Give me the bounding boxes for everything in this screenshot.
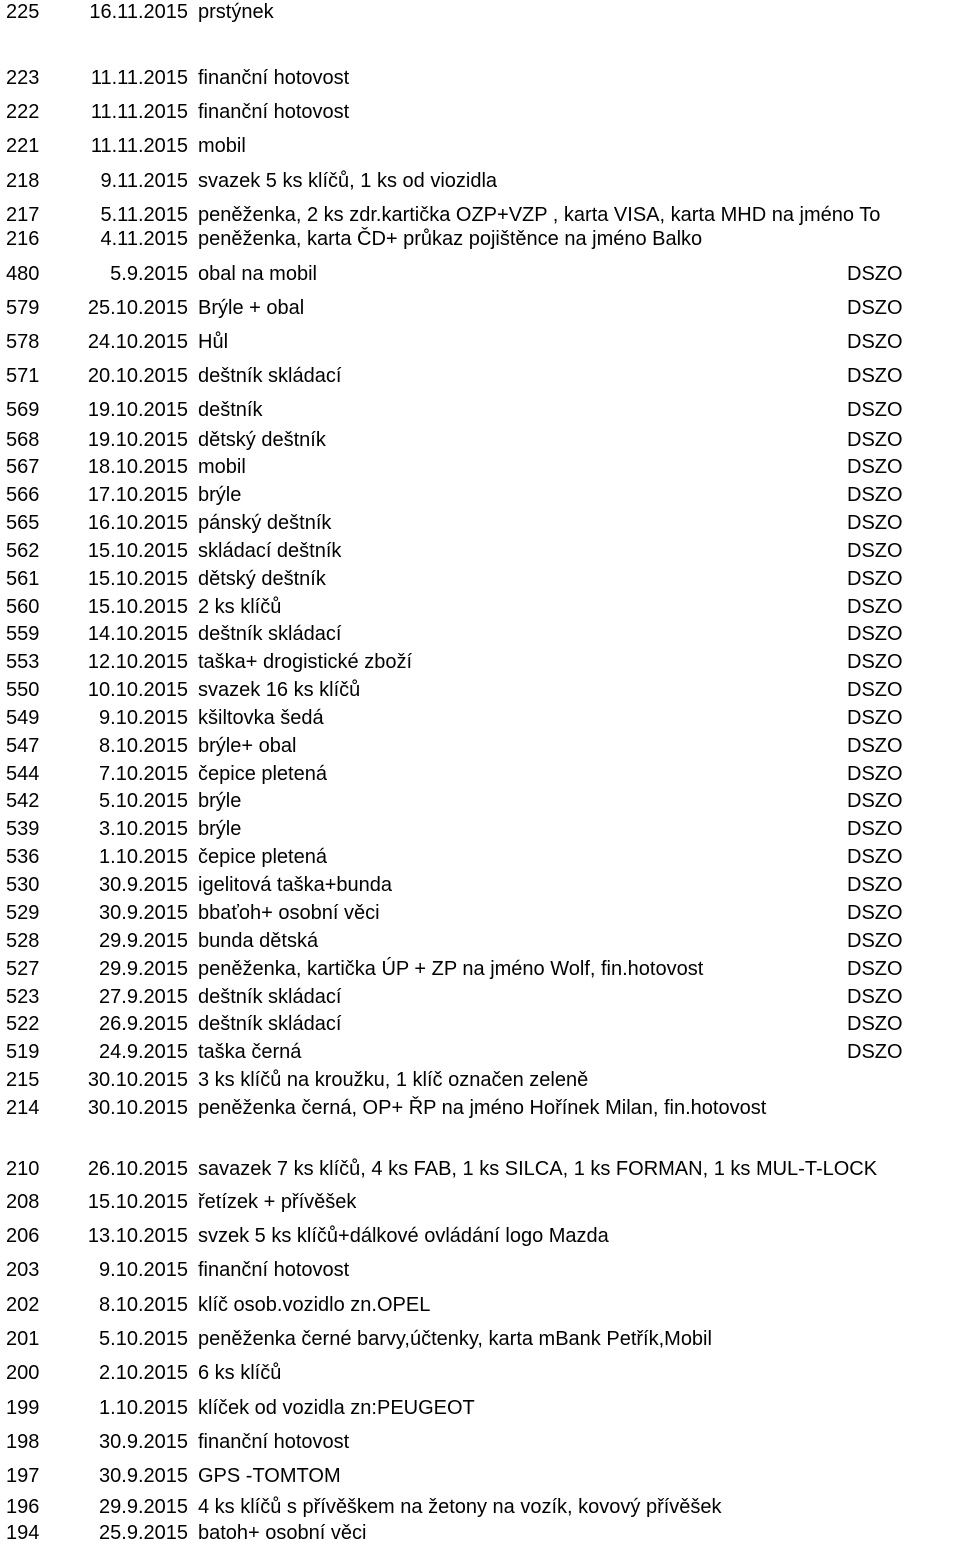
record-description: savazek 7 ks klíčů, 4 ks FAB, 1 ks SILCA, 1 ks FORMAN, 1 ks MUL-T-LOCK xyxy=(198,1158,878,1180)
record-description: peněženka černá, OP+ ŘP na jméno Hořínek Milan, fin.hotovost xyxy=(198,1097,767,1119)
record-date: 7.10.2015 xyxy=(99,763,188,785)
list-item xyxy=(0,1464,960,1488)
record-date: 30.9.2015 xyxy=(99,902,188,924)
record-number: 566 xyxy=(6,484,40,506)
record-date: 29.9.2015 xyxy=(99,1496,188,1518)
list-item xyxy=(0,1190,960,1214)
record-description: bbaťoh+ osobní věci xyxy=(198,902,380,924)
list-item xyxy=(0,706,960,730)
record-organization: DSZO xyxy=(847,846,903,868)
record-organization: DSZO xyxy=(847,365,903,387)
record-organization: DSZO xyxy=(847,484,903,506)
list-item xyxy=(0,1430,960,1454)
record-description: finanční hotovost xyxy=(198,101,350,123)
record-number: 544 xyxy=(6,763,40,785)
record-description: bunda dětská xyxy=(198,930,319,952)
record-description: čepice pletená xyxy=(198,763,327,785)
record-date: 26.10.2015 xyxy=(87,1158,188,1180)
list-item xyxy=(0,873,960,897)
record-description: prstýnek xyxy=(198,1,274,23)
list-item xyxy=(0,789,960,813)
list-item xyxy=(0,100,960,124)
record-description: čepice pletená xyxy=(198,846,327,868)
record-number: 223 xyxy=(6,67,40,89)
record-description: 3 ks klíčů na kroužku, 1 klíč označen zeleně xyxy=(198,1069,589,1091)
list-item xyxy=(0,901,960,925)
record-description: brýle+ obal xyxy=(198,735,297,757)
record-number: 225 xyxy=(6,1,40,23)
record-description: dětský deštník xyxy=(198,568,326,590)
record-description: taška+ drogistické zboží xyxy=(198,651,412,673)
record-organization: DSZO xyxy=(847,456,903,478)
record-description: kšiltovka šedá xyxy=(198,707,324,729)
record-description: brýle xyxy=(198,818,242,840)
record-date: 5.9.2015 xyxy=(110,263,188,285)
record-organization: DSZO xyxy=(847,958,903,980)
record-description: Brýle + obal xyxy=(198,297,305,319)
record-description: igelitová taška+bunda xyxy=(198,874,393,896)
record-date: 29.9.2015 xyxy=(99,930,188,952)
record-description: peněženka černé barvy,účtenky, karta mBank Petřík,Mobil xyxy=(198,1328,712,1350)
record-organization: DSZO xyxy=(847,790,903,812)
record-number: 578 xyxy=(6,331,40,353)
list-item xyxy=(0,1096,960,1120)
record-number: 215 xyxy=(6,1069,40,1091)
list-item xyxy=(0,567,960,591)
record-date: 19.10.2015 xyxy=(87,399,188,421)
list-item xyxy=(0,483,960,507)
record-number: 523 xyxy=(6,986,40,1008)
record-description: pánský deštník xyxy=(198,512,332,534)
record-description: 6 ks klíčů xyxy=(198,1362,282,1384)
record-description: mobil xyxy=(198,456,246,478)
list-item xyxy=(0,1521,960,1545)
record-date: 4.11.2015 xyxy=(100,228,188,250)
list-item xyxy=(0,1327,960,1351)
record-number: 522 xyxy=(6,1013,40,1035)
list-item xyxy=(0,428,960,452)
list-item xyxy=(0,296,960,320)
record-description: svzek 5 ks klíčů+dálkové ovládání logo Mazda xyxy=(198,1225,609,1247)
record-description: svazek 16 ks klíčů xyxy=(198,679,361,701)
record-date: 11.11.2015 xyxy=(90,135,188,157)
record-number: 480 xyxy=(6,263,40,285)
record-date: 13.10.2015 xyxy=(87,1225,188,1247)
record-number: 530 xyxy=(6,874,40,896)
record-number: 216 xyxy=(6,228,40,250)
record-date: 26.9.2015 xyxy=(99,1013,188,1035)
record-description: peněženka, 2 ks zdr.kartička OZP+VZP , karta VISA, karta MHD na jméno To xyxy=(198,204,881,226)
record-description: klíč osob.vozidlo zn.OPEL xyxy=(198,1294,431,1316)
record-organization: DSZO xyxy=(847,874,903,896)
list-item xyxy=(0,398,960,422)
record-date: 25.9.2015 xyxy=(99,1522,188,1544)
list-item xyxy=(0,762,960,786)
record-number: 196 xyxy=(6,1496,40,1518)
record-description: batoh+ osobní věci xyxy=(198,1522,367,1544)
record-organization: DSZO xyxy=(847,596,903,618)
list-item xyxy=(0,0,960,24)
record-organization: DSZO xyxy=(847,735,903,757)
list-item xyxy=(0,1157,960,1181)
record-organization: DSZO xyxy=(847,540,903,562)
list-item xyxy=(0,595,960,619)
record-description: obal na mobil xyxy=(198,263,317,285)
record-description: deštník xyxy=(198,399,263,421)
record-number: 561 xyxy=(6,568,40,590)
list-item xyxy=(0,929,960,953)
record-organization: DSZO xyxy=(847,930,903,952)
list-item xyxy=(0,957,960,981)
record-description: finanční hotovost xyxy=(198,67,350,89)
record-date: 27.9.2015 xyxy=(99,986,188,1008)
record-number: 210 xyxy=(6,1158,40,1180)
record-description: Hůl xyxy=(198,331,229,353)
record-number: 197 xyxy=(6,1465,40,1487)
record-organization: DSZO xyxy=(847,1041,903,1063)
list-item xyxy=(0,1495,960,1519)
record-number: 214 xyxy=(6,1097,40,1119)
list-item xyxy=(0,1258,960,1282)
record-number: 194 xyxy=(6,1522,40,1544)
record-number: 200 xyxy=(6,1362,40,1384)
record-number: 221 xyxy=(6,135,40,157)
record-organization: DSZO xyxy=(847,902,903,924)
record-date: 1.10.2015 xyxy=(99,846,188,868)
list-item xyxy=(0,985,960,1009)
record-description: svazek 5 ks klíčů, 1 ks od viozidla xyxy=(198,170,498,192)
record-date: 30.9.2015 xyxy=(99,1465,188,1487)
record-date: 5.10.2015 xyxy=(99,1328,188,1350)
list-item xyxy=(0,817,960,841)
record-number: 562 xyxy=(6,540,40,562)
record-number: 568 xyxy=(6,429,40,451)
record-date: 9.10.2015 xyxy=(99,707,188,729)
record-organization: DSZO xyxy=(847,651,903,673)
record-description: 2 ks klíčů xyxy=(198,596,282,618)
record-number: 208 xyxy=(6,1191,40,1213)
record-number: 218 xyxy=(6,170,40,192)
record-organization: DSZO xyxy=(847,818,903,840)
record-date: 2.10.2015 xyxy=(99,1362,188,1384)
record-description: mobil xyxy=(198,135,246,157)
record-organization: DSZO xyxy=(847,399,903,421)
list-item xyxy=(0,1012,960,1036)
record-organization: DSZO xyxy=(847,331,903,353)
record-date: 12.10.2015 xyxy=(87,651,188,673)
record-number: 202 xyxy=(6,1294,40,1316)
list-item xyxy=(0,227,960,251)
record-date: 30.9.2015 xyxy=(99,874,188,896)
record-number: 539 xyxy=(6,818,40,840)
record-date: 24.9.2015 xyxy=(99,1041,188,1063)
list-item xyxy=(0,364,960,388)
record-number: 206 xyxy=(6,1225,40,1247)
record-date: 24.10.2015 xyxy=(87,331,188,353)
list-item xyxy=(0,169,960,193)
record-date: 15.10.2015 xyxy=(87,540,188,562)
record-organization: DSZO xyxy=(847,297,903,319)
record-date: 29.9.2015 xyxy=(99,958,188,980)
record-number: 199 xyxy=(6,1397,40,1419)
record-organization: DSZO xyxy=(847,623,903,645)
list-item xyxy=(0,734,960,758)
record-number: 217 xyxy=(6,204,40,226)
record-description: deštník skládací xyxy=(198,1013,342,1035)
record-description: finanční hotovost xyxy=(198,1431,350,1453)
record-date: 15.10.2015 xyxy=(87,568,188,590)
record-date: 10.10.2015 xyxy=(87,679,188,701)
record-number: 550 xyxy=(6,679,40,701)
record-description: 4 ks klíčů s přívěškem na žetony na vozík, kovový přívěšek xyxy=(198,1496,722,1518)
record-number: 547 xyxy=(6,735,40,757)
record-date: 5.11.2015 xyxy=(100,204,188,226)
record-date: 14.10.2015 xyxy=(87,623,188,645)
record-number: 536 xyxy=(6,846,40,868)
record-number: 201 xyxy=(6,1328,40,1350)
record-date: 9.11.2015 xyxy=(100,170,188,192)
record-date: 9.10.2015 xyxy=(99,1259,188,1281)
record-organization: DSZO xyxy=(847,1013,903,1035)
record-number: 529 xyxy=(6,902,40,924)
list-item xyxy=(0,650,960,674)
record-date: 30.10.2015 xyxy=(87,1069,188,1091)
list-item xyxy=(0,622,960,646)
record-number: 198 xyxy=(6,1431,40,1453)
record-number: 567 xyxy=(6,456,40,478)
list-item xyxy=(0,1224,960,1248)
record-date: 16.10.2015 xyxy=(87,512,188,534)
list-item xyxy=(0,1040,960,1064)
record-date: 8.10.2015 xyxy=(99,1294,188,1316)
record-number: 549 xyxy=(6,707,40,729)
record-description: finanční hotovost xyxy=(198,1259,350,1281)
record-date: 20.10.2015 xyxy=(87,365,188,387)
record-description: brýle xyxy=(198,790,242,812)
list-item xyxy=(0,66,960,90)
record-organization: DSZO xyxy=(847,512,903,534)
list-item xyxy=(0,1068,960,1092)
record-number: 528 xyxy=(6,930,40,952)
list-item xyxy=(0,330,960,354)
record-number: 203 xyxy=(6,1259,40,1281)
list-item xyxy=(0,845,960,869)
record-description: deštník skládací xyxy=(198,986,342,1008)
record-number: 565 xyxy=(6,512,40,534)
record-number: 579 xyxy=(6,297,40,319)
record-description: skládací deštník xyxy=(198,540,342,562)
record-number: 527 xyxy=(6,958,40,980)
list-item xyxy=(0,539,960,563)
list-item xyxy=(0,1361,960,1385)
record-number: 569 xyxy=(6,399,40,421)
record-organization: DSZO xyxy=(847,986,903,1008)
list-item xyxy=(0,1293,960,1317)
record-description: řetízek + přívěšek xyxy=(198,1191,357,1213)
record-description: dětský deštník xyxy=(198,429,326,451)
record-organization: DSZO xyxy=(847,263,903,285)
record-date: 5.10.2015 xyxy=(99,790,188,812)
list-item xyxy=(0,678,960,702)
record-date: 3.10.2015 xyxy=(99,818,188,840)
list-item xyxy=(0,134,960,158)
record-date: 16.11.2015 xyxy=(89,1,188,23)
list-item xyxy=(0,262,960,286)
record-description: klíček od vozidla zn:PEUGEOT xyxy=(198,1397,475,1419)
record-number: 559 xyxy=(6,623,40,645)
record-date: 15.10.2015 xyxy=(87,1191,188,1213)
record-description: peněženka, kartička ÚP + ZP na jméno Wolf, fin.hotovost xyxy=(198,958,704,980)
record-number: 553 xyxy=(6,651,40,673)
record-date: 15.10.2015 xyxy=(87,596,188,618)
record-description: GPS -TOMTOM xyxy=(198,1465,341,1487)
record-number: 519 xyxy=(6,1041,40,1063)
list-item xyxy=(0,1396,960,1420)
record-date: 1.10.2015 xyxy=(99,1397,188,1419)
record-number: 222 xyxy=(6,101,40,123)
record-date: 11.11.2015 xyxy=(90,101,188,123)
list-item xyxy=(0,511,960,535)
record-number: 571 xyxy=(6,365,40,387)
record-number: 560 xyxy=(6,596,40,618)
record-date: 25.10.2015 xyxy=(87,297,188,319)
record-organization: DSZO xyxy=(847,707,903,729)
record-date: 8.10.2015 xyxy=(99,735,188,757)
record-date: 17.10.2015 xyxy=(87,484,188,506)
record-date: 19.10.2015 xyxy=(87,429,188,451)
record-organization: DSZO xyxy=(847,568,903,590)
record-organization: DSZO xyxy=(847,679,903,701)
record-description: deštník skládací xyxy=(198,623,342,645)
record-description: peněženka, karta ČD+ průkaz pojištěnce na jméno Balko xyxy=(198,228,703,250)
record-organization: DSZO xyxy=(847,429,903,451)
record-number: 542 xyxy=(6,790,40,812)
record-description: brýle xyxy=(198,484,242,506)
record-description: taška černá xyxy=(198,1041,302,1063)
record-description: deštník skládací xyxy=(198,365,342,387)
record-organization: DSZO xyxy=(847,763,903,785)
record-date: 30.9.2015 xyxy=(99,1431,188,1453)
list-item xyxy=(0,203,960,227)
record-date: 11.11.2015 xyxy=(90,67,188,89)
list-item xyxy=(0,455,960,479)
record-date: 30.10.2015 xyxy=(87,1097,188,1119)
record-date: 18.10.2015 xyxy=(87,456,188,478)
